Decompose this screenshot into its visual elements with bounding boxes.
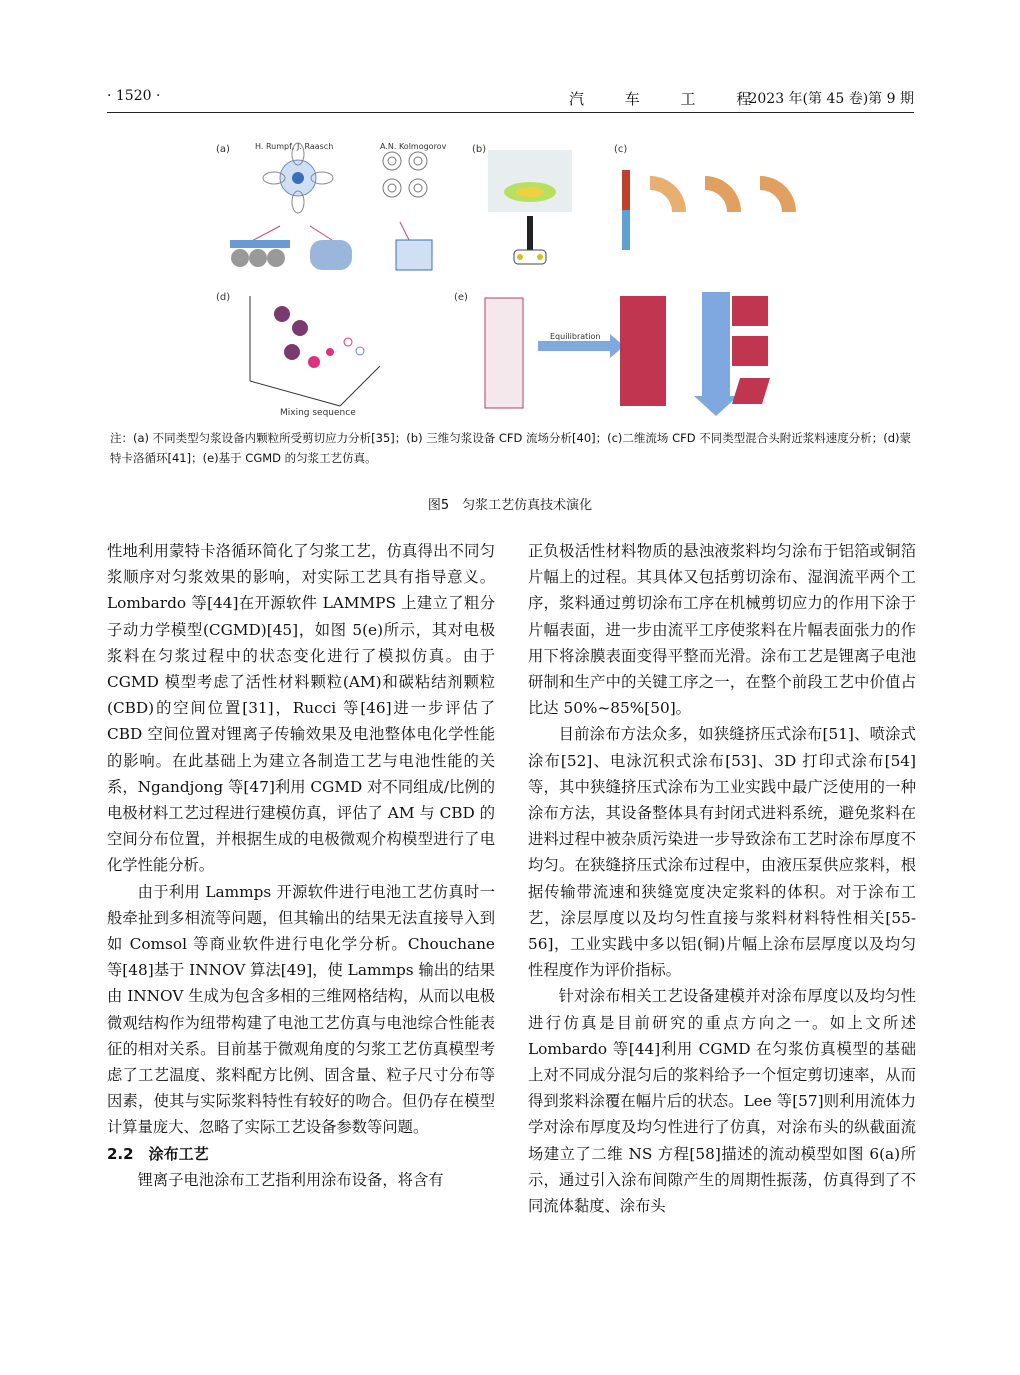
page-number: · 1520 · — [107, 88, 161, 104]
header-rule — [107, 112, 914, 113]
panel-b-graphic — [488, 150, 572, 264]
figure-5 — [210, 136, 910, 426]
panel-c-label: (c) — [614, 144, 628, 155]
panel-d-axis-label: Mixing sequence — [280, 408, 356, 418]
panel-d-label: (d) — [216, 292, 231, 303]
left-paragraph-3: 锂离子电池涂布工艺指利用涂布设备，将含有 — [137, 1170, 444, 1189]
panel-d-graphic — [250, 296, 380, 406]
left-paragraph-2: 由于利用 Lammps 开源软件进行电池工艺仿真时一般牵扯到多相流等问题，但其输出的结果无法直接导入到如 Comsol 等商业软件进行电化学分析。Chouchane 等[48]基于 INNOV 算法[49]，使 Lammps 输出的结果由 INNOV 生成为包含多相的三维网格结构，从而以电极微观结构作为纽带构建了电池工艺仿真与电池综合性能表征的相对关系。目前基于微观角度的匀浆工艺仿真模型考虑了工艺温度、浆料配方比例、固含量、粒子尺寸分布等因素，使其与实际浆料特性有较好的吻合。但仍存在模型计算量庞大、忽略了实际工艺设备参数等问题。 — [107, 882, 495, 1137]
left-column — [107, 538, 495, 1193]
panel-c-graphic — [622, 170, 796, 250]
right-paragraph-1: 正负极活性材料物质的悬浊液浆料均匀涂布于铝箔或铜箔片幅上的过程。其具体又包括剪切涂布、湿润流平两个工序，浆料通过剪切涂布工序在机械剪切应力的作用下涂于片幅表面，进一步由流平工序使浆料在片幅表面张力的作用下将涂膜表面变得平整而光滑。涂布工艺是锂离子电池研制和生产中的关键工序之一，在整个前段工艺中价值占比达 50%~85%[50]。 — [528, 542, 916, 718]
panel-a-label: (a) — [216, 144, 230, 155]
left-paragraph-1: 性地利用蒙特卡洛循环简化了匀浆工艺，仿真得出不同匀浆顺序对匀浆效果的影响，对实际工艺具有指导意义。Lombardo 等[44]在开源软件 LAMMPS 上建立了粗分子动力学模型(CGMD)[45]，如图 5(e)所示，其对电极浆料在匀浆过程中的状态变化进行了模拟仿真。由于 CGMD 模型考虑了活性材料颗粒(AM)和碳粘结剂颗粒(CBD)的空间位置[31]，Rucci 等[46]进一步评估了 CBD 空间位置对锂离子传输效果及电池整体电化学性能的影响。在此基础上为建立各制造工艺与电池性能的关系，Ngandjong 等[47]利用 CGMD 对不同组成/比例的电极材料工艺过程进行建模仿真，评估了 AM 与 CBD 的空间分布位置，并根据生成的电极微观介构模型进行了电化学性能分析。 — [107, 542, 495, 875]
figure-note — [110, 428, 915, 468]
panel-e-label: (e) — [454, 292, 468, 303]
issue-info: 2023 年(第 45 卷)第 9 期 — [748, 91, 914, 107]
panel-b-label: (b) — [472, 144, 487, 155]
panel-a-graphic — [230, 143, 432, 270]
panel-e-arrow-label: Equilibration — [550, 332, 601, 341]
journal-title: 汽 车 工 程 — [569, 90, 770, 108]
section-heading: 2.2 涂布工艺 — [107, 1144, 209, 1163]
panel-e-graphic — [485, 292, 770, 416]
panel-a-right-label: A.N. Kolmogorov — [380, 142, 447, 151]
right-paragraph-3: 针对涂布相关工艺设备建模并对涂布厚度以及均匀性进行仿真是目前研究的重点方向之一。如上文所述 Lombardo 等[44]利用 CGMD 在匀浆仿真模型的基础上对不同成分混匀后的浆料给予一个恒定剪切速率，从而得到浆料涂覆在幅片后的状态。Lee 等[57]则利用流体力学对涂布厚度及均匀性进行了仿真，对涂布头的纵截面流场建立了二维 NS 方程[58]描述的流动模型如图 6(a)所示，通过引入涂布间隙产生的周期性振荡，仿真得到了不同流体黏度、涂布头 — [528, 987, 916, 1216]
note-prefix: 注： — [110, 431, 133, 445]
right-column — [528, 538, 916, 1219]
note-text: (a) 不同类型匀浆设备内颗粒所受剪切应力分析[35]；(b) 三维匀浆设备 CFD 流场分析[40]；(c)二维流场 CFD 不同类型混合头附近浆料速度分析；(d)蒙特卡洛循环[41]；(e)基于 CGMD 的匀浆工艺仿真。 — [110, 431, 912, 465]
panel-a-left-label: H. Rumpf, J. Raasch — [255, 142, 334, 151]
figure-caption: 图5 匀浆工艺仿真技术演化 — [427, 498, 593, 513]
right-paragraph-2: 目前涂布方法众多，如狭缝挤压式涂布[51]、喷涂式涂布[52]、电泳沉积式涂布[53]、3D 打印式涂布[54]等，其中狭缝挤压式涂布为工业实践中最广泛使用的一种涂布方法，其设备整体具有封闭式进料系统，避免浆料在进料过程中被杂质污染进一步导致涂布工艺时涂布厚度不均匀。在狭缝挤压式涂布过程中，由液压泵供应浆料，根据传输带流速和狭缝宽度决定浆料的体积。对于涂布工艺，涂层厚度以及均匀性直接与浆料材料特性相关[55-56]，工业实践中多以铝(铜)片幅上涂布层厚度以及均匀性程度作为评价指标。 — [528, 725, 916, 980]
figure-graphic — [210, 136, 910, 426]
page-header — [107, 88, 914, 110]
